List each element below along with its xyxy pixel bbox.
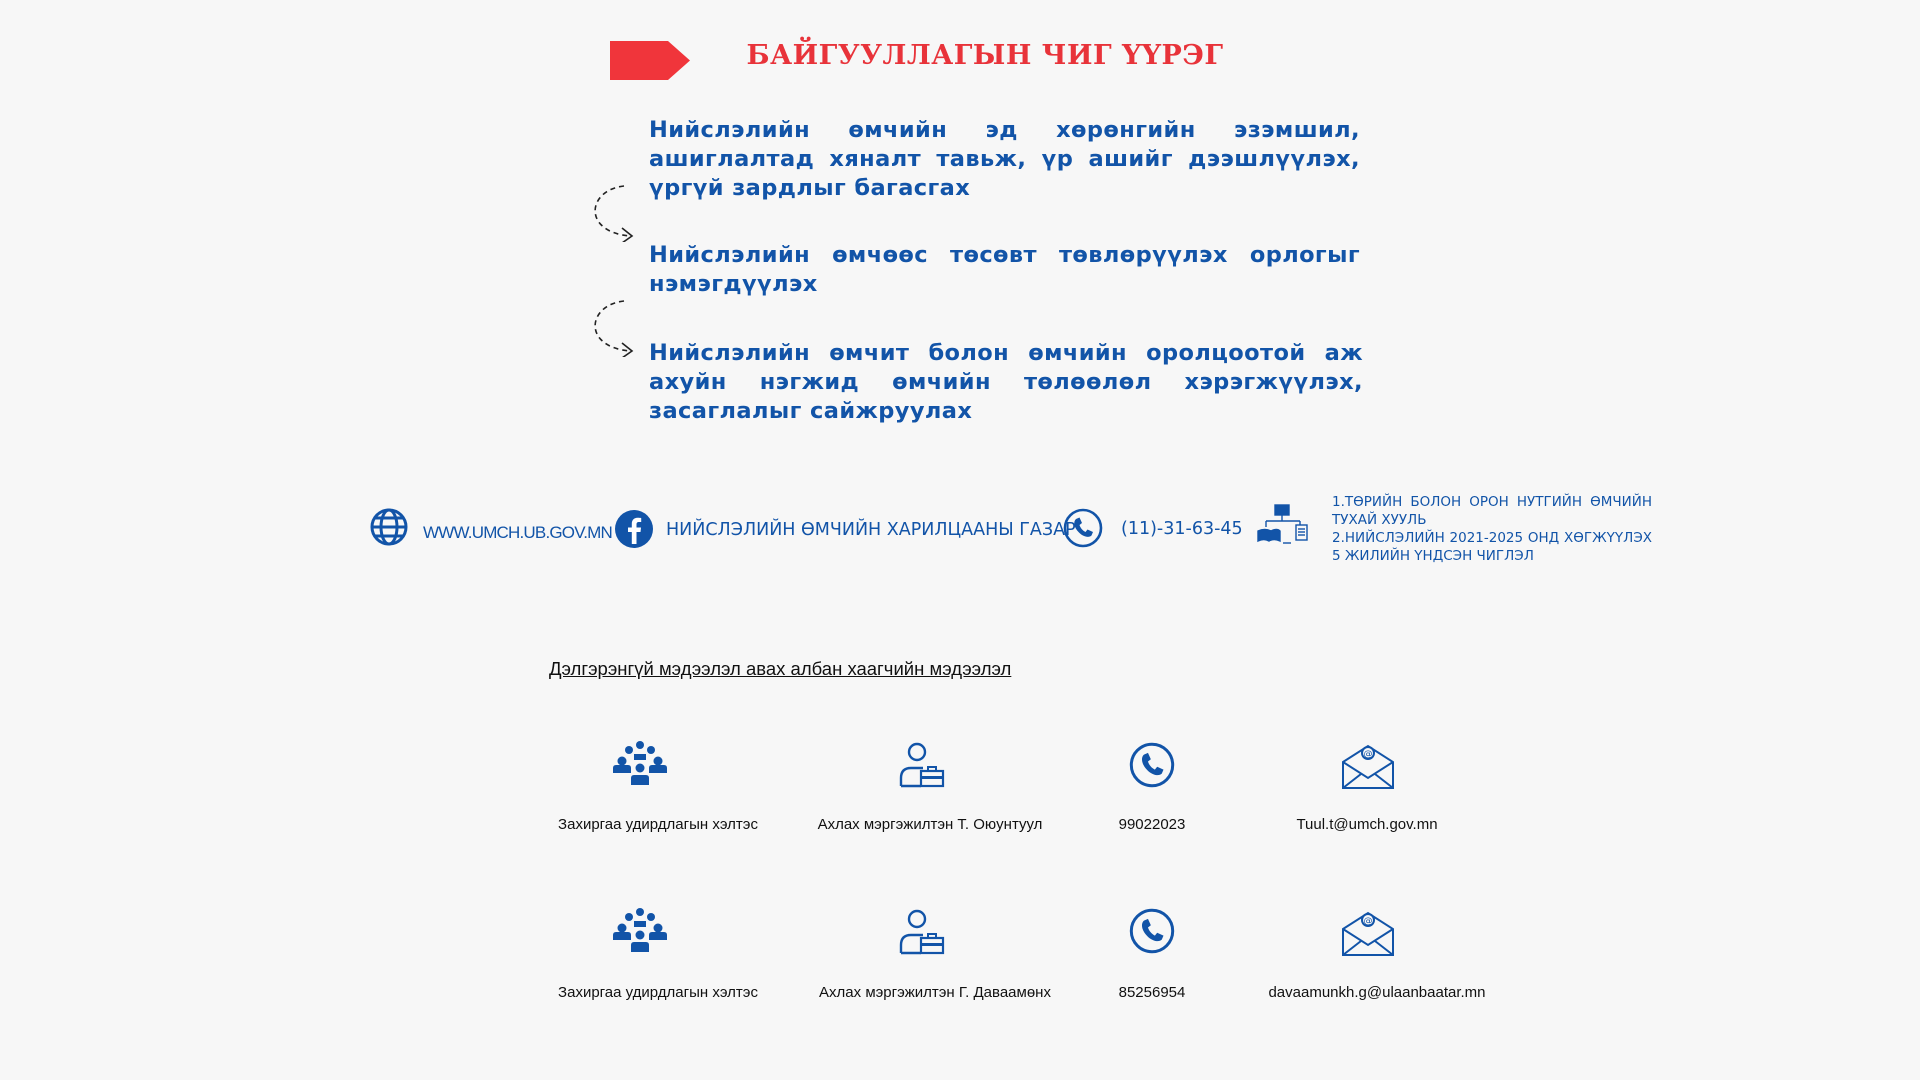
curved-arrow-icon	[582, 297, 642, 357]
employee-briefcase-icon	[897, 907, 957, 959]
facebook-icon	[614, 509, 654, 549]
duty-item-1: Нийслэлийн өмчийн эд хөрөнгийн эзэмшил, ашиглалтад хяналт тавьж, үр ашийг дээшлүүлэх, үргүй зардлыг багасгах	[649, 117, 1360, 201]
employee-briefcase-icon	[897, 740, 957, 792]
staff-phone-text: 99022023	[1118, 816, 1186, 833]
laws-list	[1332, 493, 1652, 565]
email-icon	[1340, 740, 1396, 792]
globe-icon	[369, 507, 409, 547]
department-text: Захиргаа удирдлагын хэлтэс	[558, 984, 758, 1001]
page-title: БАЙГУУЛЛАГЫН ЧИГ ҮҮРЭГ	[746, 40, 1224, 71]
staff-section-heading: Дэлгэрэнгүй мэдээлэл авах албан хаагчийн мэдээлэл	[549, 658, 1012, 679]
staff-name-text: Ахлах мэргэжилтэн Т. Оюунтуул	[817, 816, 1043, 833]
red-arrow-flag-icon	[610, 41, 690, 80]
team-icon	[610, 740, 670, 792]
phone-icon	[1129, 908, 1175, 954]
documents-network-icon	[1256, 503, 1310, 547]
duty-item-2: Нийслэлийн өмчөөс төсөвт төвлөрүүлэх орлогыг нэмэгдүүлэх	[649, 242, 1360, 297]
department-text: Захиргаа удирдлагын хэлтэс	[558, 816, 758, 833]
duty-item-3: Нийслэлийн өмчит болон өмчийн оролцоотой аж ахуйн нэгжид өмчийн төлөөлөл хэрэгжүүлэх, засаглалыг сайжруулах	[649, 340, 1363, 424]
svg-text:@: @	[1363, 916, 1373, 927]
law-item-2: 2.НИЙСЛЭЛИЙН 2021-2025 ОНД ХӨГЖҮҮЛЭХ 5 ЖИЛИЙН ҮНДСЭН ЧИГЛЭЛ	[1332, 530, 1652, 564]
staff-name-text: Ахлах мэргэжилтэн Г. Даваамөнх	[819, 984, 1051, 1001]
facebook-page-link[interactable]: НИЙСЛЭЛИЙН ӨМЧИЙН ХАРИЛЦААНЫ ГАЗАР	[666, 520, 1076, 540]
staff-email-link[interactable]: Tuul.t@umch.gov.mn	[1296, 816, 1438, 833]
svg-text:@: @	[1363, 749, 1373, 760]
phone-icon	[1063, 508, 1103, 548]
curved-arrow-icon	[582, 182, 642, 242]
team-icon	[610, 907, 670, 959]
email-icon	[1340, 907, 1396, 959]
phone-number: (11)-31-63-45	[1121, 519, 1243, 539]
website-link[interactable]: WWW.UMCH.UB.GOV.MN	[423, 523, 612, 542]
staff-email-link[interactable]: davaamunkh.g@ulaanbaatar.mn	[1268, 984, 1486, 1001]
law-item-1: 1.ТӨРИЙН БОЛОН ОРОН НУТГИЙН ӨМЧИЙН ТУХАЙ ХУУЛЬ	[1332, 494, 1652, 528]
staff-phone-text: 85256954	[1118, 984, 1186, 1001]
phone-icon	[1129, 742, 1175, 788]
